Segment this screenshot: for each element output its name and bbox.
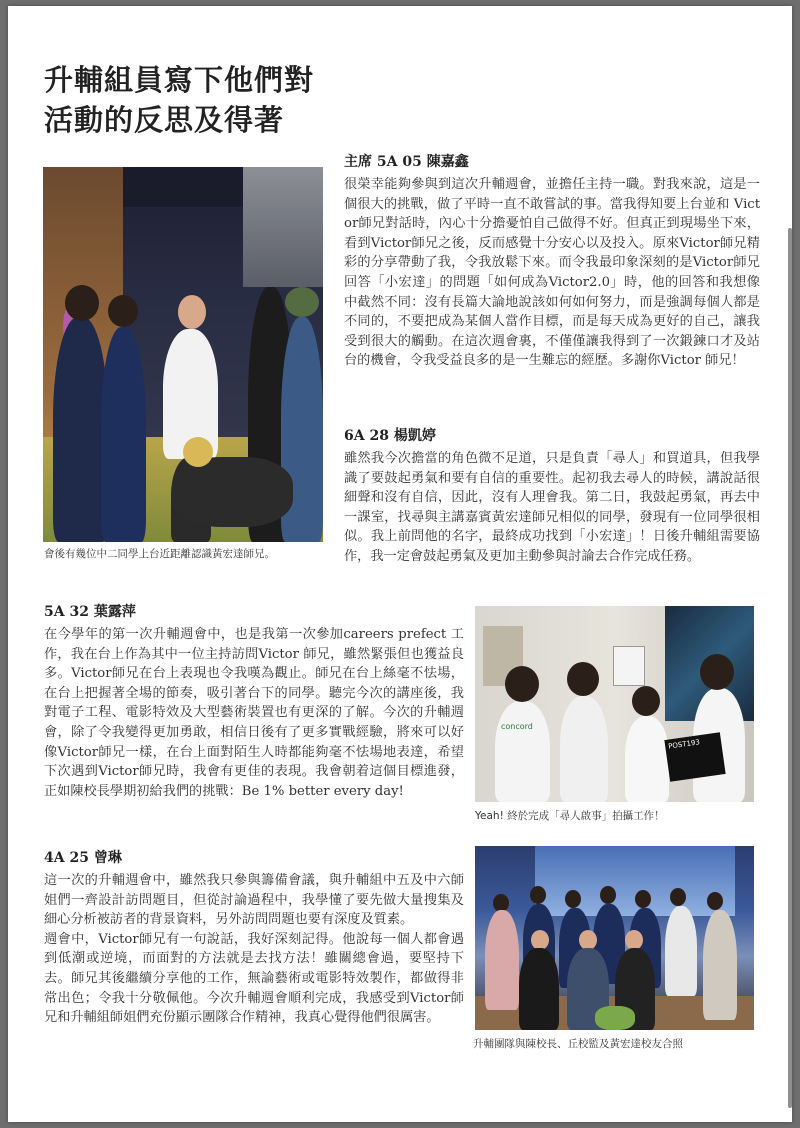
reflection-heading: 5A 32 葉露萍 bbox=[44, 604, 136, 620]
reflection-body: 在今學年的第一次升輔週會中，也是我第一次參加careers prefect 工作，我在台上作為其中一位主持訪問Victor 師兄，雖然緊張但也獲益良多。Victor師兄在台上表現也令我嘆為觀止。師兄在台上絲毫不怯場，在台上把握著全場的節奏，吸引著台下的同學。聽完今次的講座後，我對電子工程、電影特效及大型藝術裝置也有更深的了解。今次的升輔週會，除了令我變得更加勇敢，相信日後有了更多實戰經驗，將來可以好像Victor師兄一樣，在台上面對陌生人時都能夠毫不怯場地表達，希望下次遇到Victor師兄時，我會有更佳的表現。我會朝着這個目標進發，正如陳校長學期初給我們的挑戰：Be 1% better every day! bbox=[44, 627, 464, 799]
vertical-scrollbar[interactable] bbox=[788, 228, 792, 1108]
reflection-body: 這一次的升輔週會中，雖然我只參與籌備會議，與升輔組中五及中六師姐們一齊設計訪問題目，但從討論過程中，我學懂了要先做大量搜集及細心分析被訪者的背景資料，另外訪問問題也要有深度及質素。 bbox=[44, 873, 464, 928]
photo-stage-meeting bbox=[43, 167, 323, 542]
photo-3-caption: 升輔團隊與陳校長、丘校監及黃宏達校友合照 bbox=[473, 1038, 683, 1050]
photo-group bbox=[475, 846, 754, 1030]
shirt-logo: concord bbox=[501, 722, 533, 731]
reflection-heading: 4A 25 曾琳 bbox=[44, 850, 122, 866]
reflection-heading: 主席 5A 05 陳嘉鑫 bbox=[344, 154, 469, 170]
title-line-2: 活動的反思及得著 bbox=[44, 103, 285, 137]
photo-search-campaign bbox=[475, 606, 754, 802]
reflection-heading: 6A 28 楊凱婷 bbox=[344, 428, 436, 444]
title-line-1: 升輔組員寫下他們對 bbox=[44, 63, 315, 97]
reflection-6a28 bbox=[344, 426, 760, 567]
document-page bbox=[8, 6, 792, 1122]
reflection-body: 雖然我今次擔當的角色微不足道，只是負責「尋人」和買道具，但我學識了要鼓起勇氣和要有自信的重要性。起初我去尋人的時候，講說話很細聲和沒有自信，因此，沒有人理會我。第二日，我鼓起勇氣，再去中一課室，找尋與主講嘉賓黃宏達師兄相似的同學，發現有一位同學很相似。我上前問他的名字，最終成功找到「小宏達」！日後升輔組需要協作，我一定會鼓起勇氣及更加主動參與討論去合作完成任務。 bbox=[344, 451, 760, 564]
reflection-body: 很榮幸能夠參與到這次升輔週會，並擔任主持一職。對我來說，這是一個很大的挑戰，做了平時一直不敢嘗試的事。當我得知要上台並和 Victor師兄對話時，內心十分擔憂怕自己做得不好。但真正到現場坐下來，看到Victor師兄之後，反而感覺十分安心以及投入。原來Victor師兄精彩的分享帶動了我，令我放鬆下來。而令我最印象深刻的是Victor師兄回答「小宏達」的問題「如何成為Victor2.0」時，他的回答和我想像中截然不同：沒有長篇大論地說該如何如何努力，而是強調每個人都是不同的，不要把成為某個人當作目標，而是每天成為更好的自己，讓我受到很大的觸動。在這次週會裏，不僅僅讓我得到了一次鍛鍊口才及站台的機會，令我受益良多的是一生難忘的經歷。多謝你Victor 師兄！ bbox=[344, 177, 760, 369]
reflection-chairperson bbox=[344, 152, 760, 371]
photo-2-caption: Yeah! 終於完成「尋人啟事」拍攝工作！ bbox=[475, 810, 665, 822]
reflection-5a32 bbox=[44, 602, 464, 801]
page-title bbox=[44, 60, 314, 140]
reflection-body-continued: 週會中，Victor師兄有一句說話，我好深刻記得。他說每一個人都會遇到低潮或逆境，而面對的方法就是去找方法！雖關總會過，要堅持下去。師兄其後繼續分享他的工作，無論藝術或電影特效製作，都做得非常出色；令我十分敬佩他。今次升輔週會順利完成，我感受到Victor師兄和升輔組師姐們充份顯示團隊合作精神，我真心覺得他們很厲害。 bbox=[44, 931, 464, 1026]
photo-1-caption: 會後有幾位中二同學上台近距離認識黃宏達師兄。 bbox=[44, 548, 275, 560]
clapboard: POST193 bbox=[664, 732, 725, 781]
reflection-4a25 bbox=[44, 848, 464, 1028]
